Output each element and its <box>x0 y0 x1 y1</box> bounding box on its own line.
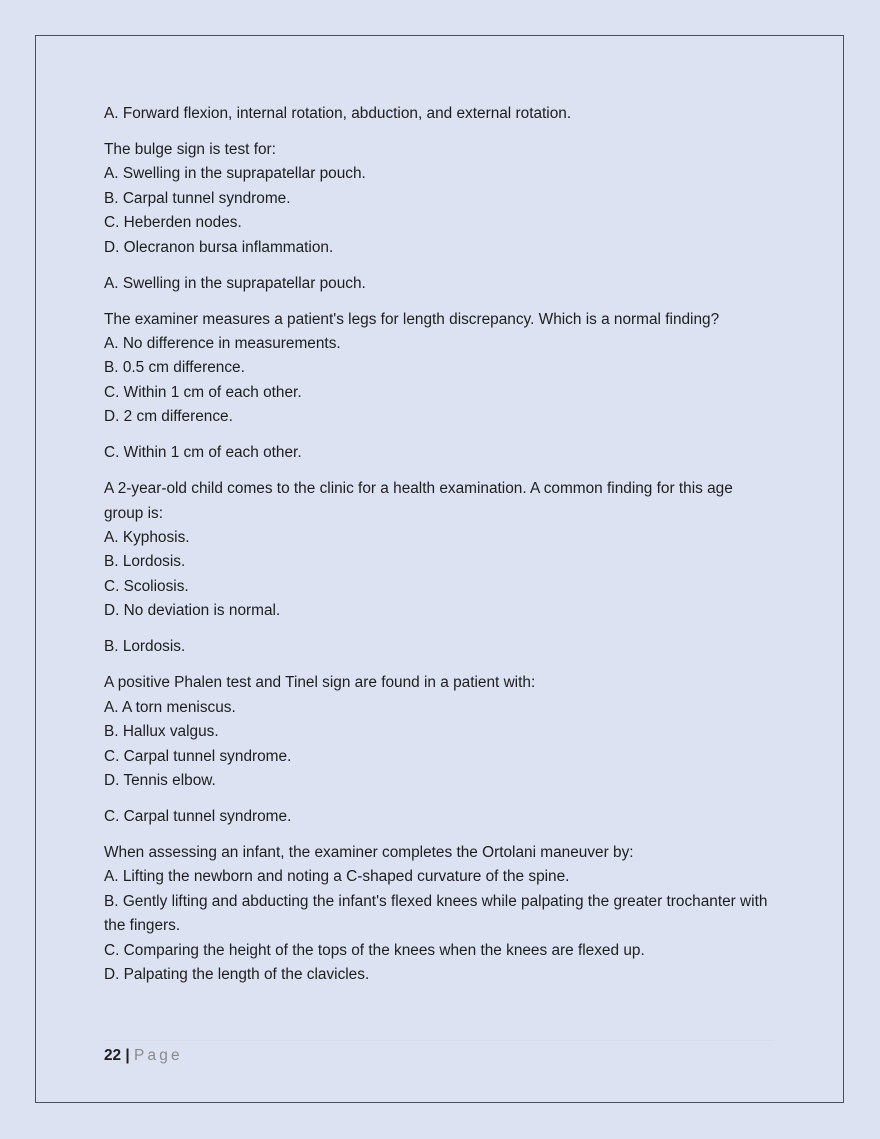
question-text: A positive Phalen test and Tinel sign are found in a patient with: <box>104 674 536 692</box>
option-b: B. Hallux valgus. <box>104 723 219 741</box>
text-line: A. Swelling in the suprapatellar pouch. <box>104 274 366 292</box>
text-line: A. Forward flexion, internal rotation, abduction, and external rotation. <box>104 105 572 122</box>
option-b: B. Gently lifting and abducting the infant's flexed knees while palpating the greater trochanter with the fingers. <box>104 892 768 935</box>
question-text: The examiner measures a patient's legs for length discrepancy. Which is a normal finding? <box>104 310 720 328</box>
option-d: D. 2 cm difference. <box>104 408 233 426</box>
footer-separator: | <box>125 1047 130 1064</box>
option-a: A. Lifting the newborn and noting a C-shaped curvature of the spine. <box>104 868 570 886</box>
option-c: C. Heberden nodes. <box>104 214 242 232</box>
page-number: 22 <box>104 1047 122 1064</box>
answer-block <box>104 635 774 659</box>
document-body <box>104 102 774 999</box>
option-d: D. Tennis elbow. <box>104 771 216 789</box>
option-a: A. Kyphosis. <box>104 529 190 547</box>
option-c: C. Carpal tunnel syndrome. <box>104 747 292 765</box>
question-block <box>104 477 774 623</box>
option-d: D. Olecranon bursa inflammation. <box>104 238 334 256</box>
text-line: B. Lordosis. <box>104 638 186 656</box>
page-label: Page <box>134 1047 183 1064</box>
answer-block <box>104 102 774 126</box>
question-block <box>104 841 774 987</box>
answer-block <box>104 805 774 829</box>
question-text: A 2-year-old child comes to the clinic for a health examination. A common finding for this age group is: <box>104 480 733 522</box>
option-d: D. Palpating the length of the clavicles. <box>104 965 370 983</box>
option-b: B. Carpal tunnel syndrome. <box>104 189 291 207</box>
option-a: A. A torn meniscus. <box>104 698 236 716</box>
answer-block <box>104 441 774 465</box>
question-text: When assessing an infant, the examiner completes the Ortolani maneuver by: <box>104 843 634 861</box>
question-text: The bulge sign is test for: <box>104 141 276 158</box>
option-c: C. Scoliosis. <box>104 577 189 595</box>
question-block <box>104 671 774 793</box>
text-line: C. Carpal tunnel syndrome. <box>104 807 292 825</box>
option-c: C. Within 1 cm of each other. <box>104 383 302 401</box>
option-a: A. Swelling in the suprapatellar pouch. <box>104 165 366 183</box>
text-line: C. Within 1 cm of each other. <box>104 444 302 462</box>
option-b: B. Lordosis. <box>104 553 186 571</box>
option-d: D. No deviation is normal. <box>104 602 281 620</box>
question-block <box>104 138 774 260</box>
option-c: C. Comparing the height of the tops of the knees when the knees are flexed up. <box>104 941 645 959</box>
answer-block <box>104 272 774 296</box>
footer-divider <box>104 1040 774 1041</box>
option-a: A. No difference in measurements. <box>104 335 341 353</box>
question-block <box>104 308 774 430</box>
option-b: B. 0.5 cm difference. <box>104 359 245 377</box>
page-footer <box>104 1044 183 1068</box>
